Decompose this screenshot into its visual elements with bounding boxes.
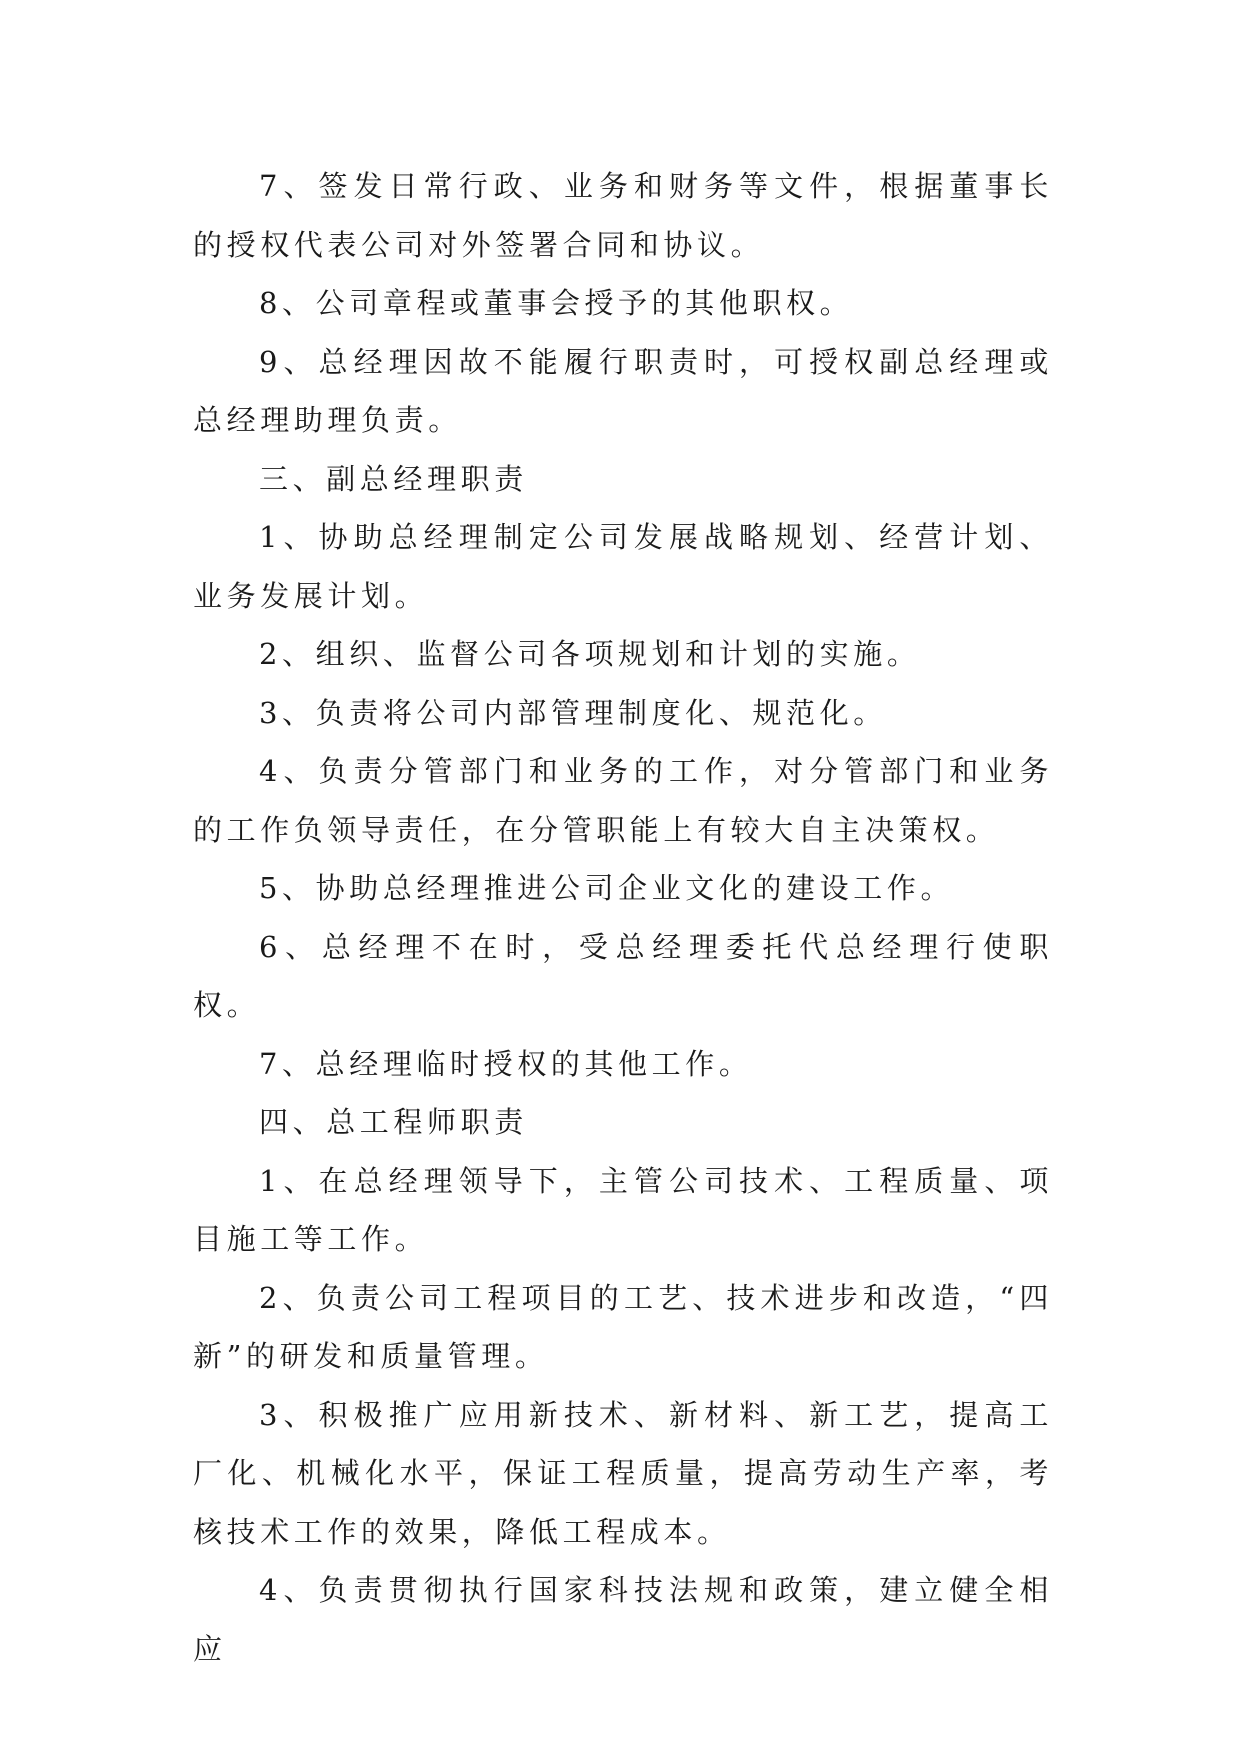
section-heading-chief-engineer: 四、总工程师职责 xyxy=(259,1105,528,1139)
paragraph-deputy-item-3: 3、负责将公司内部管理制度化、规范化。 xyxy=(259,695,887,730)
section-heading-deputy-gm: 三、副总经理职责 xyxy=(259,461,528,496)
paragraph-engineer-item-3: 3、积极推广应用新技术、新材料、新工艺，提高工厂化、机械化水平，保证工程质量，提高劳动生产率，考核技术工作的效果，降低工程成本。 xyxy=(193,1397,1053,1549)
paragraph-other-powers: 8、公司章程或董事会授予的其他职权。 xyxy=(259,286,854,320)
paragraph-engineer-item-2: 2、负责公司工程项目的工艺、技术进步和改造，“四新”的研发和质量管理。 xyxy=(193,1280,1053,1373)
paragraph-deputy-item-1: 1、协助总经理制定公司发展战略规划、经营计划、业务发展计划。 xyxy=(193,520,1053,613)
paragraph-deputy-item-5: 5、协助总经理推进公司企业文化的建设工作。 xyxy=(259,871,955,905)
paragraph-deputy-item-7: 7、总经理临时授权的其他工作。 xyxy=(259,1046,753,1081)
paragraph-deputy-item-2: 2、组织、监督公司各项规划和计划的实施。 xyxy=(259,637,921,671)
paragraph-deputy-item-4: 4、负责分管部门和业务的工作，对分管部门和业务的工作负领导责任，在分管职能上有较大自主决策权。 xyxy=(193,754,1053,847)
document-body xyxy=(193,157,1053,1678)
paragraph-engineer-item-4: 4、负责贯彻执行国家科技法规和政策，建立健全相应 xyxy=(193,1573,1053,1666)
paragraph-deputy-item-6: 6、总经理不在时，受总经理委托代总经理行使职权。 xyxy=(193,929,1053,1022)
paragraph-engineer-item-1: 1、在总经理领导下，主管公司技术、工程质量、项目施工等工作。 xyxy=(193,1163,1053,1256)
paragraph-signing-authority: 7、签发日常行政、业务和财务等文件，根据董事长的授权代表公司对外签署合同和协议。 xyxy=(193,169,1053,262)
paragraph-delegation: 9、总经理因故不能履行职责时，可授权副总经理或总经理助理负责。 xyxy=(193,344,1053,437)
